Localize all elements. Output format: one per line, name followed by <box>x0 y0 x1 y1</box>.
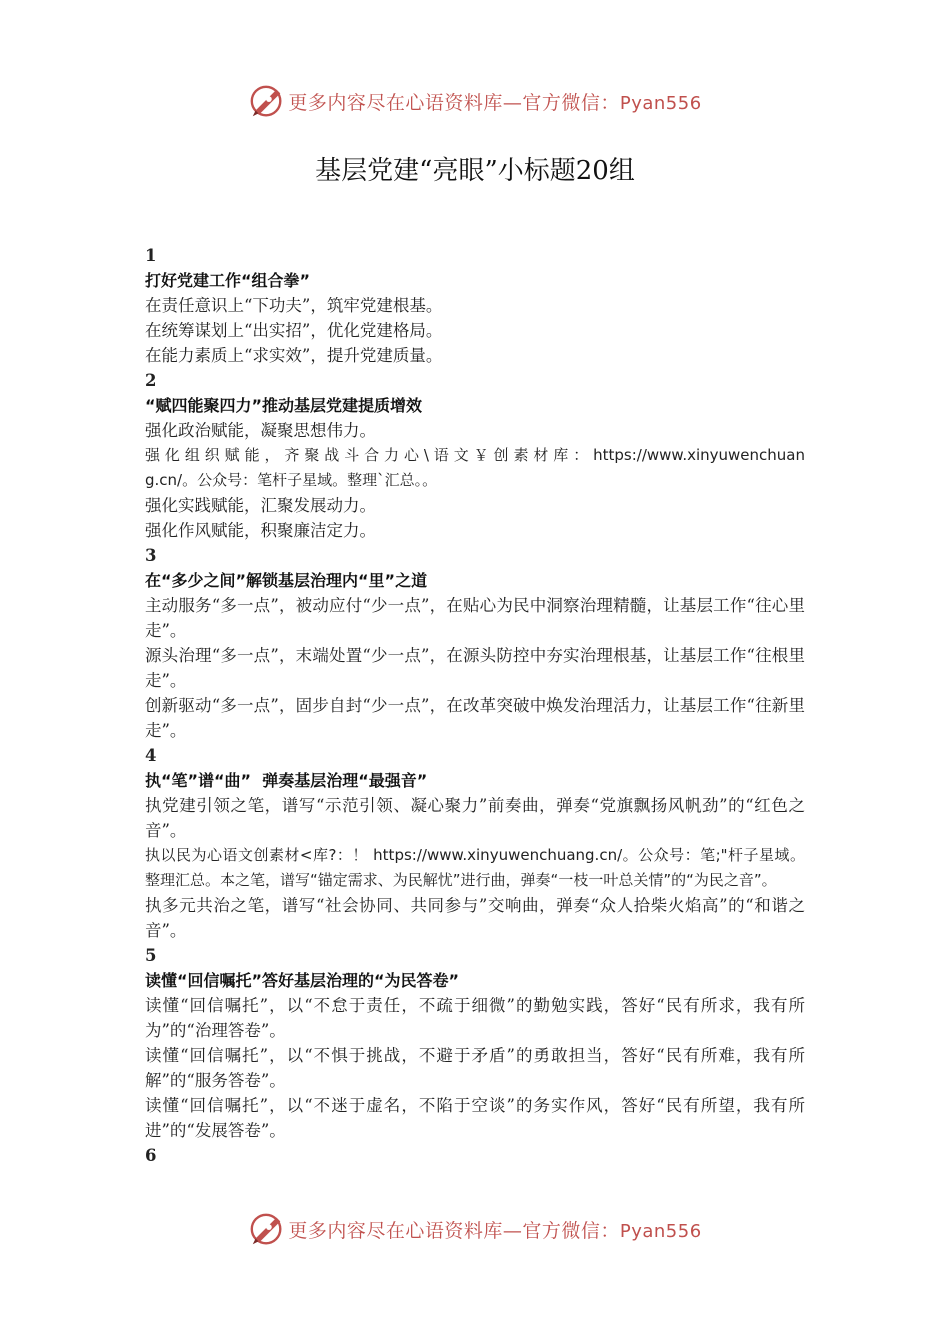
section-number: 4 <box>145 746 157 765</box>
section-line: 读懂“回信嘱托”，以“不迷于虚名，不陷于空谈”的务实作风，答好“民有所望，我有所进”的“发展答卷”。 <box>145 1096 805 1140</box>
section-line: 创新驱动“多一点”，固步自封“少一点”，在改革突破中焕发治理活力，让基层工作“往新里走”。 <box>145 696 805 740</box>
section-line: 在责任意识上“下功夫”，筑牢党建根基。 <box>145 296 443 315</box>
section-heading: 在“多少之间”解锁基层治理内“里”之道 <box>145 571 428 590</box>
section-line: 强化实践赋能，汇聚发展动力。 <box>145 496 376 515</box>
section-line: 强 化 组 织 赋 能 ， 齐 聚 战 斗 合 力 心 \ 语 文 ￥ 创 素 材 库 ： https://www.xinyuwenchuang.cn/。公众号：笔杆子星域。整理`汇总。。 <box>145 446 805 489</box>
section-number: 6 <box>145 1146 157 1165</box>
section-number: 2 <box>145 371 157 390</box>
pen-logo-icon <box>248 1210 286 1248</box>
section-line: 执党建引领之笔，谱写“示范引领、凝心聚力”前奏曲，弹奏“党旗飘扬风帆劲”的“红色之音”。 <box>145 796 805 840</box>
section-line: 强化政治赋能，凝聚思想伟力。 <box>145 421 376 440</box>
wechat-id: Pyan556 <box>619 1220 702 1242</box>
section-line: 执多元共治之笔，谱写“社会协同、共同参与”交响曲，弹奏“众人拾柴火焰高”的“和谐之音”。 <box>145 896 805 940</box>
section-number: 5 <box>145 946 157 965</box>
banner-text: 更多内容尽在心语资料库—官方微信：Pyan556 <box>288 1219 702 1242</box>
footer-banner <box>0 1210 950 1248</box>
section-line: 源头治理“多一点”，末端处置“少一点”，在源头防控中夯实治理根基，让基层工作“往根里走”。 <box>145 646 805 690</box>
section-heading: “赋四能聚四力”推动基层党建提质增效 <box>145 396 423 415</box>
pen-logo-icon <box>248 82 286 120</box>
section-line: 读懂“回信嘱托”，以“不惧于挑战，不避于矛盾”的勇敢担当，答好“民有所难，我有所解”的“服务答卷”。 <box>145 1046 805 1090</box>
header-banner <box>0 82 950 120</box>
section-line: 在统筹谋划上“出实招”，优化党建格局。 <box>145 321 443 340</box>
wechat-id: Pyan556 <box>619 92 702 114</box>
section-heading: 读懂“回信嘱托”答好基层治理的“为民答卷” <box>145 971 460 990</box>
banner-text: 更多内容尽在心语资料库—官方微信：Pyan556 <box>288 91 702 114</box>
section-line: 读懂“回信嘱托”，以“不怠于责任，不疏于细微”的勤勉实践，答好“民有所求，我有所为”的“治理答卷”。 <box>145 996 805 1040</box>
document-body <box>145 243 805 1168</box>
section-heading: 执“笔”谱“曲” 弹奏基层治理“最强音” <box>145 771 428 790</box>
section-line: 执以民为心语文创素材<库?：！ https://www.xinyuwenchuang.cn/。公众号：笔;"杆子星域。整理汇总。本之笔，谱写“锚定需求、为民解忧”进行曲，弹奏“一枝一叶总关情”的“为民之音”。 <box>145 846 805 889</box>
section-number: 3 <box>145 546 157 565</box>
section-heading: 打好党建工作“组合拳” <box>145 271 311 290</box>
section-line: 强化作风赋能，积聚廉洁定力。 <box>145 521 376 540</box>
section-line: 在能力素质上“求实效”，提升党建质量。 <box>145 346 443 365</box>
section-number: 1 <box>145 246 157 265</box>
section-line: 主动服务“多一点”，被动应付“少一点”，在贴心为民中洞察治理精髓，让基层工作“往心里走”。 <box>145 596 805 640</box>
page-title: 基层党建“亮眼”小标题20组 <box>315 156 635 186</box>
